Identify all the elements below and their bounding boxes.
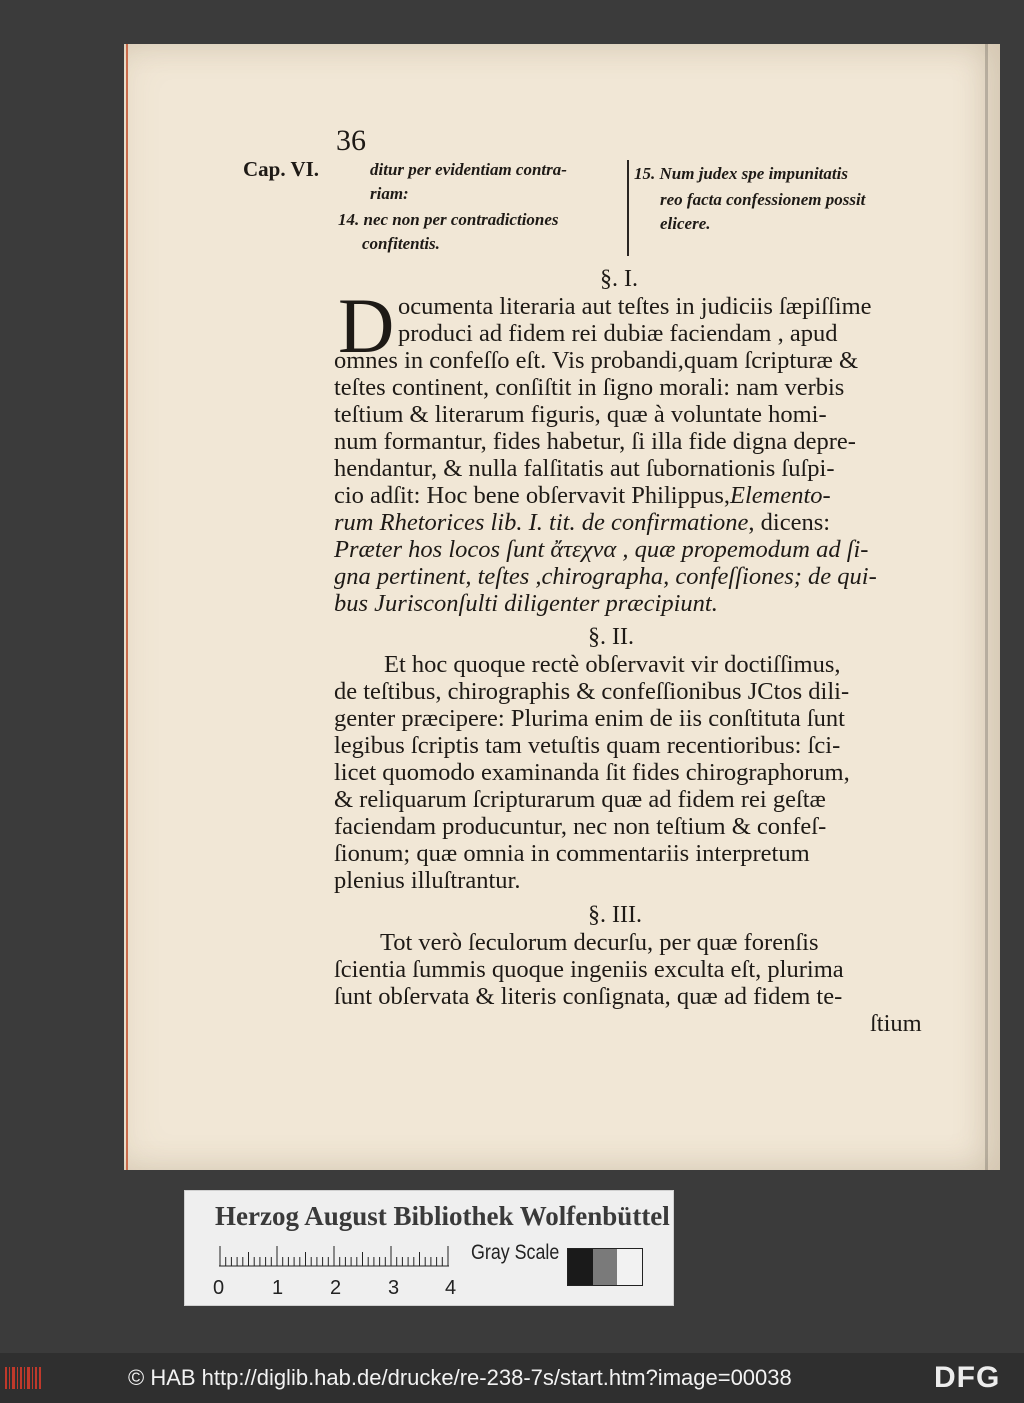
section-1-line-8-italic: Elemento-: [730, 482, 831, 509]
hab-barcode-logo-icon: [4, 1365, 44, 1391]
section-2-line-8: ſionum; quæ omnia in commentariis interpretum: [334, 840, 810, 867]
library-name: Herzog August Bibliothek Wolfenbüttel: [215, 1201, 670, 1231]
section-2-line-2: de teſtibus, chirographis & confeſſionibus JCtos dili-: [334, 678, 850, 705]
section-heading-1: §. I.: [600, 266, 638, 292]
page-edge: [126, 44, 156, 1170]
section-3-line-4: ſtium: [870, 1010, 922, 1037]
page-fold: [985, 44, 988, 1170]
section-1-line-4: teſtes continent, conſiſtit in ſigno morali: nam verbis: [334, 374, 845, 401]
dfg-logo: DFG: [934, 1361, 1001, 1394]
section-1-line-2: produci ad fidem rei dubiæ faciendam , apud: [398, 320, 838, 347]
section-1-line-1: ocumenta literaria aut teſtes in judiciis ſæpiſſime: [398, 293, 872, 320]
gray-patch-white: [617, 1249, 642, 1285]
section-2-line-3: genter præcipere: Plurima enim de iis conſtituta ſunt: [334, 705, 845, 732]
section-3-line-3: ſunt obſervata & literis conſignata, quæ ad fidem te-: [334, 983, 843, 1010]
toc-divider: [627, 160, 629, 256]
ruler-number-3: 3: [388, 1277, 400, 1299]
section-1-line-3: omnes in confeſſo eſt. Vis probandi,quam ſcripturæ &: [334, 347, 859, 374]
section-1-line-12: bus Jurisconſulti diligenter præcipiunt.: [334, 590, 718, 617]
section-2-line-5: licet quomodo examinanda ſit fides chirographorum,: [334, 759, 850, 786]
page-number: 36: [336, 124, 366, 157]
chapter-label: Cap. VI.: [243, 157, 320, 181]
section-1-line-10: Præter hos locos ſunt ἄτεχνα , quæ propemodum ad ſi-: [334, 536, 869, 563]
section-3-line-1: Tot verò ſeculorum decurſu, per quæ forenſis: [380, 929, 819, 956]
gray-scale-label: Gray Scale: [471, 1241, 560, 1264]
section-2-line-1: Et hoc quoque rectè obſervavit vir doctiſſimus,: [384, 651, 841, 678]
footer-bar: [0, 1353, 1024, 1403]
toc-right-line-2: reo facta confessionem possit: [660, 190, 866, 209]
section-1-line-6: num formantur, fides habetur, ſi illa fide digna depre-: [334, 428, 856, 455]
section-heading-3: §. III.: [588, 902, 642, 928]
section-1-line-9: rum Rhetorices lib. I. tit. de confirmatione, dicens:: [334, 509, 831, 536]
section-heading-2: §. II.: [588, 624, 634, 650]
toc-left-line-3: 14. nec non per contradictiones: [338, 210, 559, 229]
toc-right-line-3: elicere.: [660, 214, 711, 233]
gray-patch-mid: [593, 1249, 618, 1285]
section-3-line-2: ſcientia ſummis quoque ingeniis exculta eſt, plurima: [334, 956, 844, 983]
drop-cap: D: [338, 282, 395, 369]
section-2-line-7: faciendam producuntur, nec non teſtium & confeſ-: [334, 813, 827, 840]
section-2-line-9: plenius illuſtrantur.: [334, 867, 521, 894]
section-1-line-8: cio adſit: Hoc bene obſervavit Philippus,Elemento-: [334, 482, 831, 509]
section-1-line-7: hendantur, & nulla falſitatis aut ſubornationis ſuſpi-: [334, 455, 835, 482]
ruler-number-4: 4: [445, 1277, 457, 1299]
section-1-line-11: gna pertinent, teſtes ,chirographa, confeſſiones; de qui-: [334, 563, 877, 590]
section-2-line-6: & reliquarum ſcripturarum quæ ad fidem rei geſtæ: [334, 786, 826, 813]
toc-left-line-1: ditur per evidentiam contra-: [370, 160, 567, 179]
section-1-line-5: teſtium & literarum figuris, quæ à voluntate homi-: [334, 401, 827, 428]
toc-right-line-1: 15. Num judex spe impunitatis: [634, 164, 848, 183]
toc-left-line-4: confitentis.: [362, 234, 440, 253]
copyright-link[interactable]: © HAB http://diglib.hab.de/drucke/re-238-7s/start.htm?image=00038: [128, 1365, 792, 1390]
gray-patch-black: [568, 1249, 593, 1285]
ruler-number-0: 0: [213, 1277, 225, 1299]
section-2-line-4: legibus ſcriptis tam vetuſtis quam recentioribus: ſci-: [334, 732, 841, 759]
color-calibration-bar: [184, 1190, 674, 1306]
ruler-scale: [219, 1245, 449, 1267]
ruler-number-2: 2: [330, 1277, 342, 1299]
section-1-line-9-suffix: , dicens:: [748, 509, 831, 536]
toc-left-line-2: riam:: [370, 184, 409, 203]
gray-scale-patches: [567, 1248, 643, 1286]
ruler-number-1: 1: [272, 1277, 284, 1299]
